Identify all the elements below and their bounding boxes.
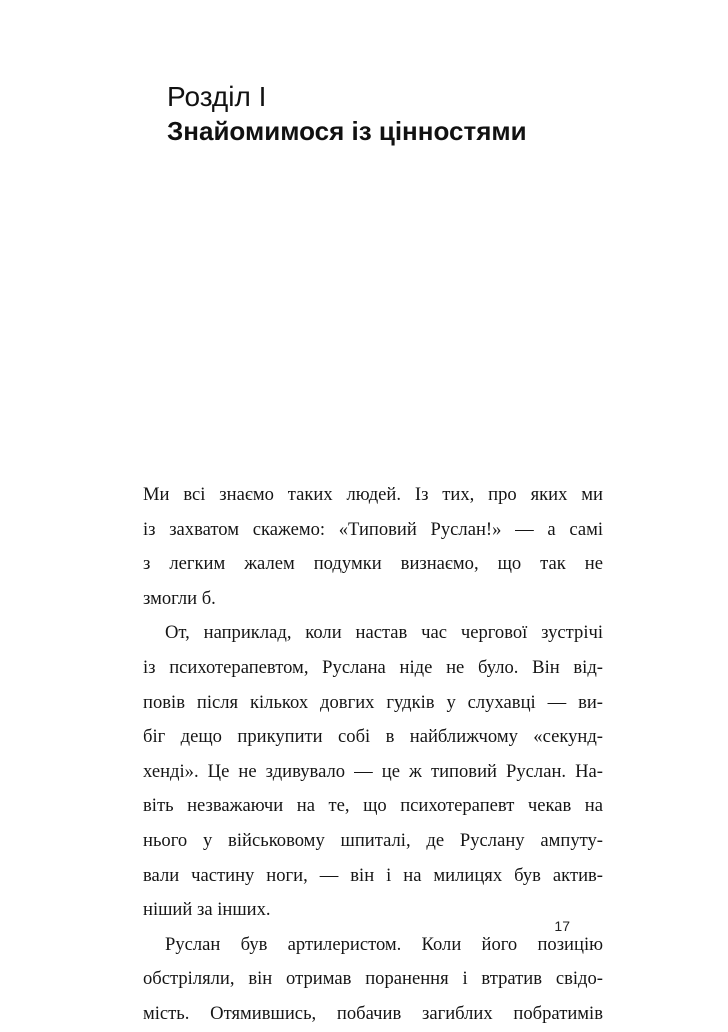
body-text xyxy=(143,478,603,1032)
text-line: віть незважаючи на те, що психотерапевт чекав на xyxy=(143,795,603,817)
text-line: із захватом скажемо: «Типовий Руслан!» — а самі xyxy=(143,518,603,540)
text-line: хенді». Це не здивувало — це ж типовий Руслан. На- xyxy=(143,760,603,782)
text-line: ніший за інших. xyxy=(143,899,271,921)
chapter-label: Розділ I xyxy=(167,81,267,112)
text-line: повів після кількох довгих гудків у слухавці — ви- xyxy=(143,691,603,713)
page-number: 17 xyxy=(554,918,570,934)
chapter-title: Знайомимося із цінностями xyxy=(167,116,527,146)
text-line: із психотерапевтом, Руслана ніде не було. Він від- xyxy=(143,656,603,678)
text-line: змогли б. xyxy=(143,587,216,609)
text-line: нього у військовому шпиталі, де Руслану ампуту- xyxy=(143,829,603,851)
text-line: мість. Отямившись, побачив загиблих побратимів xyxy=(143,1002,603,1024)
text-line: вали частину ноги, — він і на милицях був актив- xyxy=(143,864,603,886)
text-line: От, наприклад, коли настав час чергової зустрічі xyxy=(165,622,603,644)
text-line: Руслан був артилеристом. Коли його позицію xyxy=(165,933,603,955)
text-line: з легким жалем подумки визнаємо, що так не xyxy=(143,553,603,575)
text-line: біг дещо прикупити собі в найближчому «секунд- xyxy=(143,726,603,748)
text-line: Ми всі знаємо таких людей. Із тих, про яких ми xyxy=(143,484,603,505)
text-line: обстріляли, він отримав поранення і втратив свідо- xyxy=(143,968,603,990)
